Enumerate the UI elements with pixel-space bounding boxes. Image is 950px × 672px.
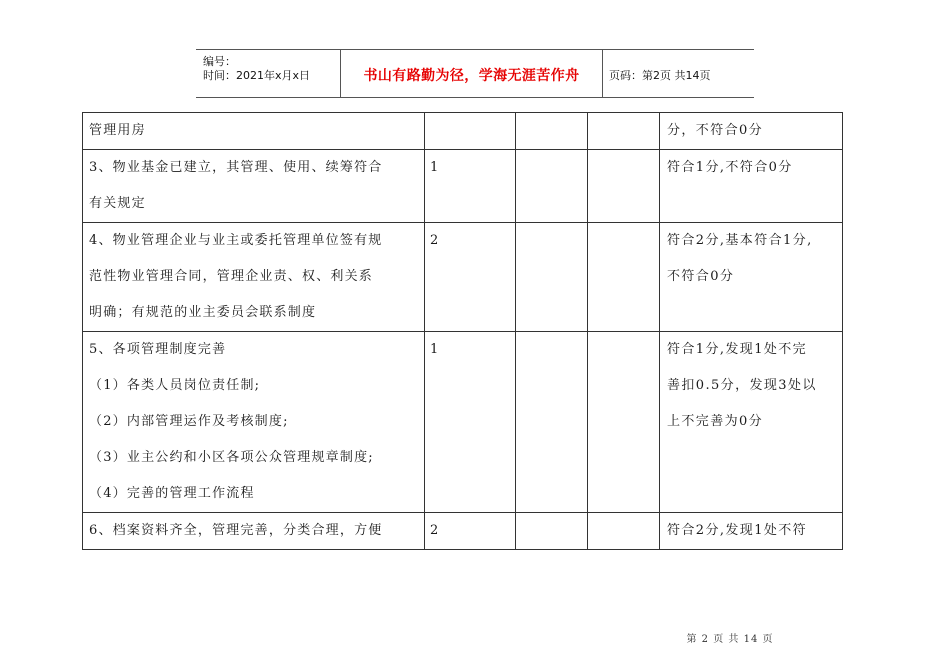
header-divider: [602, 50, 603, 97]
standard-text-line: 善扣0.5分，发现3处以: [667, 378, 817, 393]
standard-text-line: 不符合0分: [667, 269, 735, 284]
standard-cell: [660, 113, 843, 150]
blank-cell: [516, 513, 588, 550]
standard-text-line: 符合2分,基本符合1分,: [667, 233, 813, 248]
blank-cell: [588, 223, 660, 332]
score-cell: [425, 113, 516, 150]
standard-text-line: 符合1分,不符合0分: [667, 160, 793, 175]
score-cell: [425, 332, 516, 513]
item-cell: [83, 150, 425, 223]
score-value: 2: [430, 233, 440, 248]
table-row: [83, 150, 843, 223]
blank-cell: [588, 513, 660, 550]
score-value: [425, 113, 515, 149]
standard-cell: [660, 332, 843, 513]
score-cell: [425, 150, 516, 223]
standard-text-line: 符合1分,发现1处不完: [667, 342, 808, 357]
assessment-table-body: [83, 113, 843, 550]
item-text-line: （2）内部管理运作及考核制度;: [89, 414, 289, 429]
item-text-line: （4）完善的管理工作流程: [89, 486, 255, 501]
document-number-label: 编号：: [203, 55, 236, 68]
item-cell: [83, 223, 425, 332]
item-cell: [83, 513, 425, 550]
table-row: [83, 113, 843, 150]
item-text-line: 明确；有规范的业主委员会联系制度: [89, 305, 317, 320]
table-row: [83, 223, 843, 332]
blank-cell: [588, 113, 660, 150]
table-row: [83, 332, 843, 513]
score-value: 2: [430, 523, 440, 538]
item-text-line: 5、各项管理制度完善: [89, 342, 227, 357]
header-motto: 书山有路勤为径，学海无涯苦作舟: [363, 68, 580, 84]
header-page-code: 页码：第2页 共14页: [609, 69, 711, 82]
blank-cell: [588, 332, 660, 513]
blank-cell: [516, 223, 588, 332]
item-cell: [83, 113, 425, 150]
standard-text-line: 上不完善为0分: [667, 414, 764, 429]
item-text-line: 范性物业管理合同，管理企业责、权、利关系: [89, 269, 374, 284]
standard-cell: [660, 223, 843, 332]
score-value: 1: [430, 160, 440, 175]
score-cell: [425, 513, 516, 550]
blank-cell: [516, 150, 588, 223]
item-text-line: （1）各类人员岗位责任制;: [89, 378, 261, 393]
item-text-line: （3）业主公约和小区各项公众管理规章制度;: [89, 450, 374, 465]
blank-cell: [588, 150, 660, 223]
standard-cell: [660, 513, 843, 550]
assessment-table: [82, 112, 843, 550]
standard-text-line: 分，不符合0分: [667, 123, 764, 138]
page-header: [196, 49, 754, 98]
item-text-line: 6、档案资料齐全，管理完善，分类合理，方便: [89, 523, 383, 538]
score-cell: [425, 223, 516, 332]
item-text-line: 4、物业管理企业与业主或委托管理单位签有规: [89, 233, 383, 248]
item-cell: [83, 332, 425, 513]
standard-cell: [660, 150, 843, 223]
table-row: [83, 513, 843, 550]
standard-text-line: 符合2分,发现1处不符: [667, 523, 808, 538]
item-text-line: 有关规定: [89, 196, 146, 211]
document-time-label: 时间：2021年x月x日: [203, 69, 311, 82]
page-footer: 第 2 页 共 14 页: [686, 634, 774, 645]
item-text-line: 管理用房: [89, 123, 146, 138]
item-text-line: 3、物业基金已建立，其管理、使用、续筹符合: [89, 160, 383, 175]
blank-cell: [516, 113, 588, 150]
score-value: 1: [430, 342, 440, 357]
blank-cell: [516, 332, 588, 513]
